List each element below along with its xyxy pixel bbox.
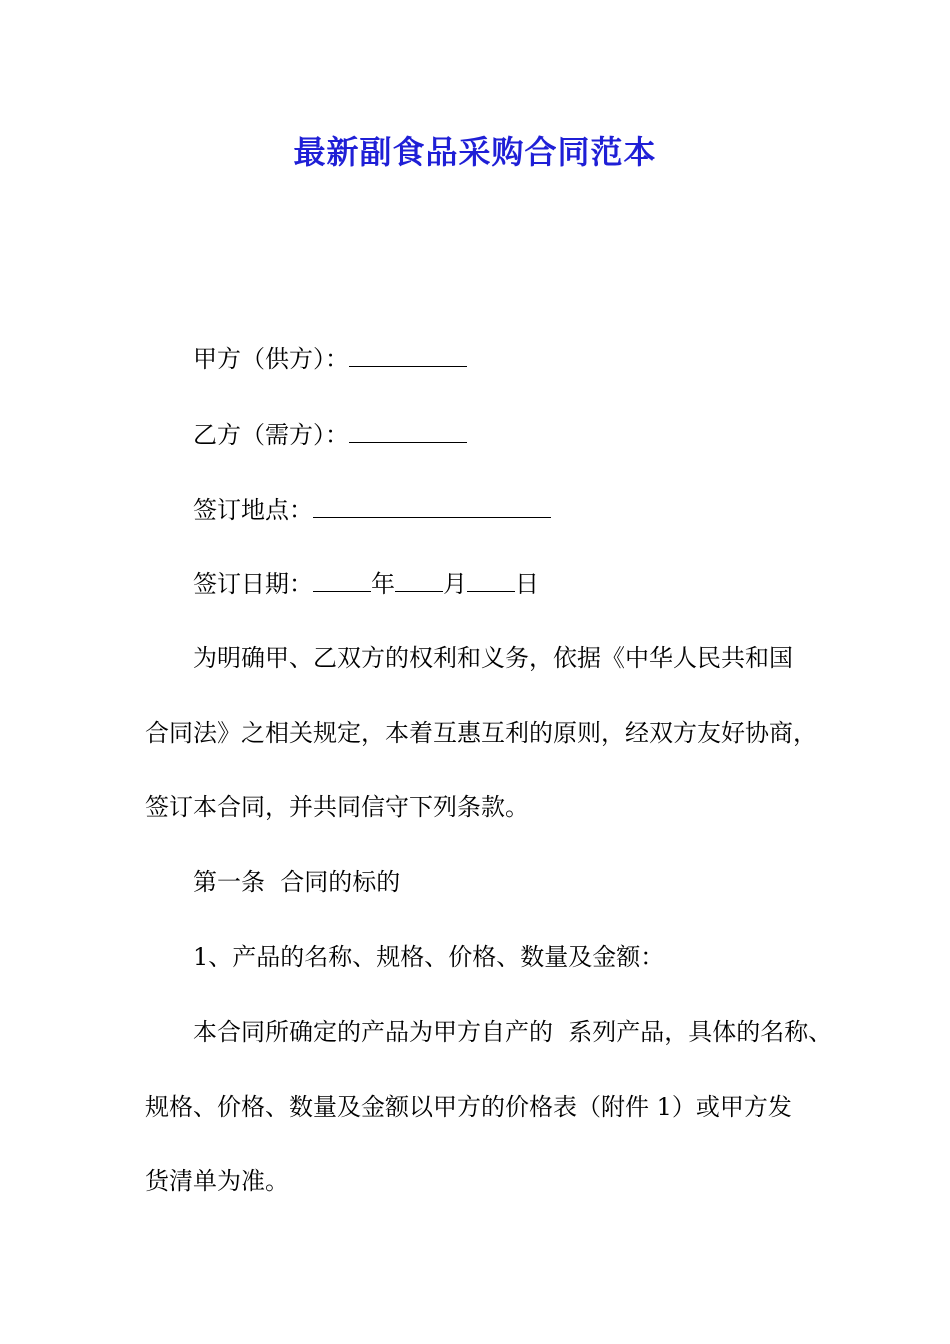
day-label: 日: [515, 570, 539, 598]
preamble-line-1: 为明确甲、乙双方的权利和义务，依据《中华人民共和国: [193, 644, 793, 672]
document-title: 最新副食品采购合同范本: [293, 133, 657, 171]
party-b-line: [193, 418, 467, 452]
sign-place-blank: [313, 493, 551, 518]
item-1-body-line-3: 货清单为准。: [145, 1167, 289, 1195]
sign-date-line: [193, 567, 539, 601]
party-a-blank: [349, 342, 467, 367]
item-1-heading: 1、产品的名称、规格、价格、数量及金额：: [193, 943, 665, 971]
party-a-line: [193, 342, 467, 376]
party-b-label: 乙方（需方）：: [193, 421, 349, 449]
item-1-body-line-1: 本合同所确定的产品为甲方自产的 系列产品，具体的名称、: [193, 1018, 833, 1046]
month-blank: [395, 567, 443, 592]
item-1-body-line-2: 规格、价格、数量及金额以甲方的价格表（附件 1）或甲方发: [145, 1093, 792, 1121]
preamble-line-2: 合同法》之相关规定，本着互惠互利的原则，经双方友好协商，: [145, 719, 817, 747]
year-blank: [313, 567, 371, 592]
year-label: 年: [371, 570, 395, 598]
sign-date-label: 签订日期：: [193, 570, 313, 598]
sign-place-line: [193, 493, 551, 527]
article-1-heading: 第一条 合同的标的: [193, 868, 401, 896]
preamble-line-3: 签订本合同，并共同信守下列条款。: [145, 793, 529, 821]
party-a-label: 甲方（供方）：: [193, 345, 349, 373]
party-b-blank: [349, 418, 467, 443]
month-label: 月: [443, 570, 467, 598]
day-blank: [467, 567, 515, 592]
sign-place-label: 签订地点：: [193, 496, 313, 524]
